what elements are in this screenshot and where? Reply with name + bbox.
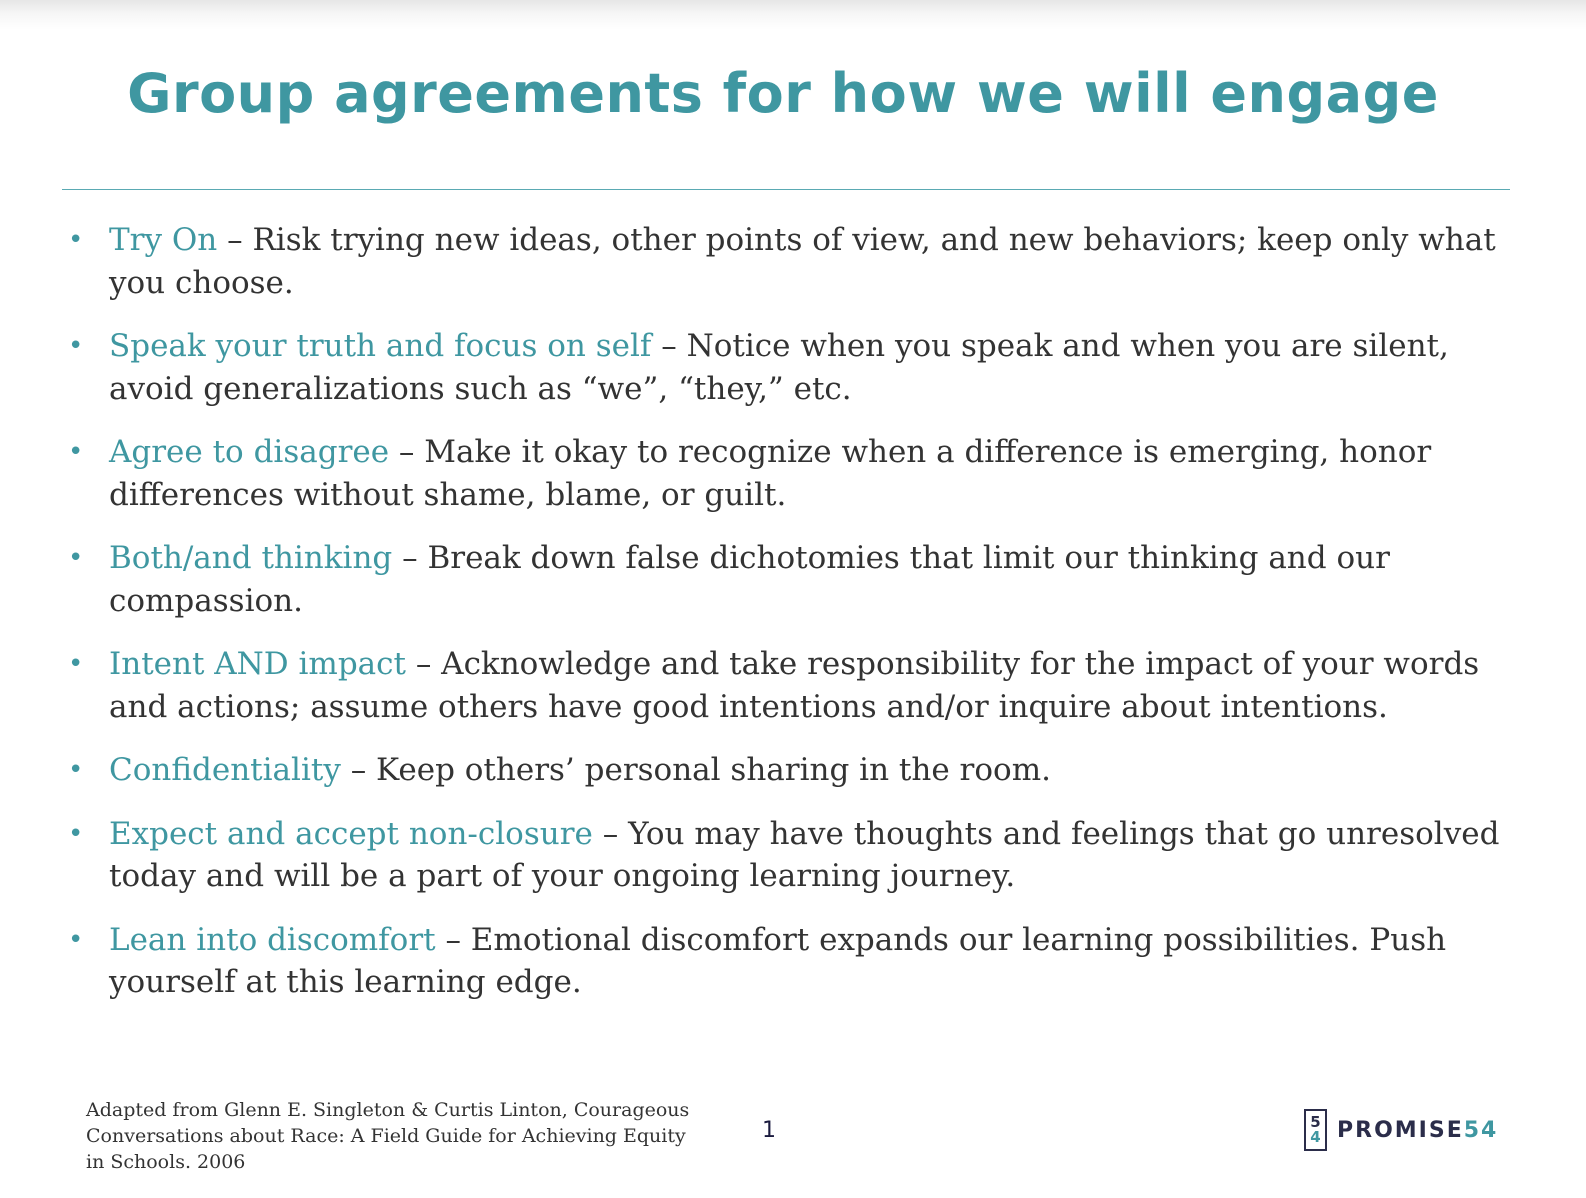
agreement-term: Confidentiality [109, 752, 341, 788]
agreement-description: – Break down false dichotomies that limit our thinking and our compassion. [109, 540, 1390, 619]
logo-word: PROMISE [1337, 1117, 1464, 1143]
slide-title: Group agreements for how we will engage [127, 62, 1439, 125]
promise54-logo [1304, 1107, 1498, 1153]
bullet-dot-icon: • [68, 331, 84, 361]
top-shadow [0, 0, 1586, 30]
logo-number: 54 [1463, 1117, 1499, 1143]
agreement-item [0, 813, 1509, 898]
agreement-description: – Keep others’ personal sharing in the room. [340, 752, 1051, 788]
bullet-dot-icon: • [68, 437, 84, 467]
bullet-dot-icon: • [68, 755, 84, 785]
agreement-term: Speak your truth and focus on self [109, 328, 652, 364]
agreement-item [0, 325, 1509, 410]
title-divider [62, 189, 1510, 190]
page-number: 1 [762, 1118, 776, 1143]
bullet-dot-icon: • [68, 924, 84, 955]
agreement-item [0, 749, 1509, 792]
agreement-item [0, 219, 1509, 304]
agreement-description: – You may have thoughts and feelings that go unresolved today and will be a part of your ongoing learning journey. [109, 815, 1500, 894]
agreement-term: Try On [109, 222, 218, 258]
agreement-term: Both/and thinking [109, 540, 393, 576]
agreement-term: Lean into discomfort [109, 921, 436, 958]
agreement-term: Intent AND impact [109, 646, 406, 682]
agreement-term: Agree to disagree [109, 434, 390, 470]
logo-mark-icon [1304, 1109, 1327, 1151]
bullet-dot-icon: • [68, 543, 84, 573]
agreement-description: – Emotional discomfort expands our learning possibilities. Push yourself at this learning edge. [109, 921, 1447, 1000]
agreement-item [0, 537, 1509, 622]
agreement-term: Expect and accept non-closure [109, 815, 593, 852]
logo-mark-bottom: 4 [1310, 1128, 1321, 1146]
agreement-description: – Make it okay to recognize when a difference is emerging, honor differences without shame, blame, or guilt. [109, 434, 1432, 513]
bullet-dot-icon: • [68, 818, 84, 849]
agreement-description: – Acknowledge and take responsibility for the impact of your words and actions; assume others have good intentions and/or inquire about intentions. [109, 646, 1480, 725]
agreement-item [0, 431, 1509, 516]
agreement-description: – Notice when you speak and when you are silent, avoid generalizations such as “we”, “they,” etc. [109, 328, 1449, 407]
source-citation: Adapted from Glenn E. Singleton & Curtis Linton, Courageous Conversations about Race: A Field Guide for Achieving Equity in Schools. 2006 [86, 1099, 690, 1173]
agreements-list [0, 219, 1586, 1025]
bullet-dot-icon: • [68, 649, 84, 679]
bullet-dot-icon: • [68, 225, 84, 255]
logo-mark-top: 5 [1310, 1113, 1321, 1131]
agreement-item [0, 643, 1509, 728]
agreement-item [0, 919, 1509, 1004]
agreement-description: – Risk trying new ideas, other points of view, and new behaviors; keep only what you choose. [109, 222, 1496, 301]
